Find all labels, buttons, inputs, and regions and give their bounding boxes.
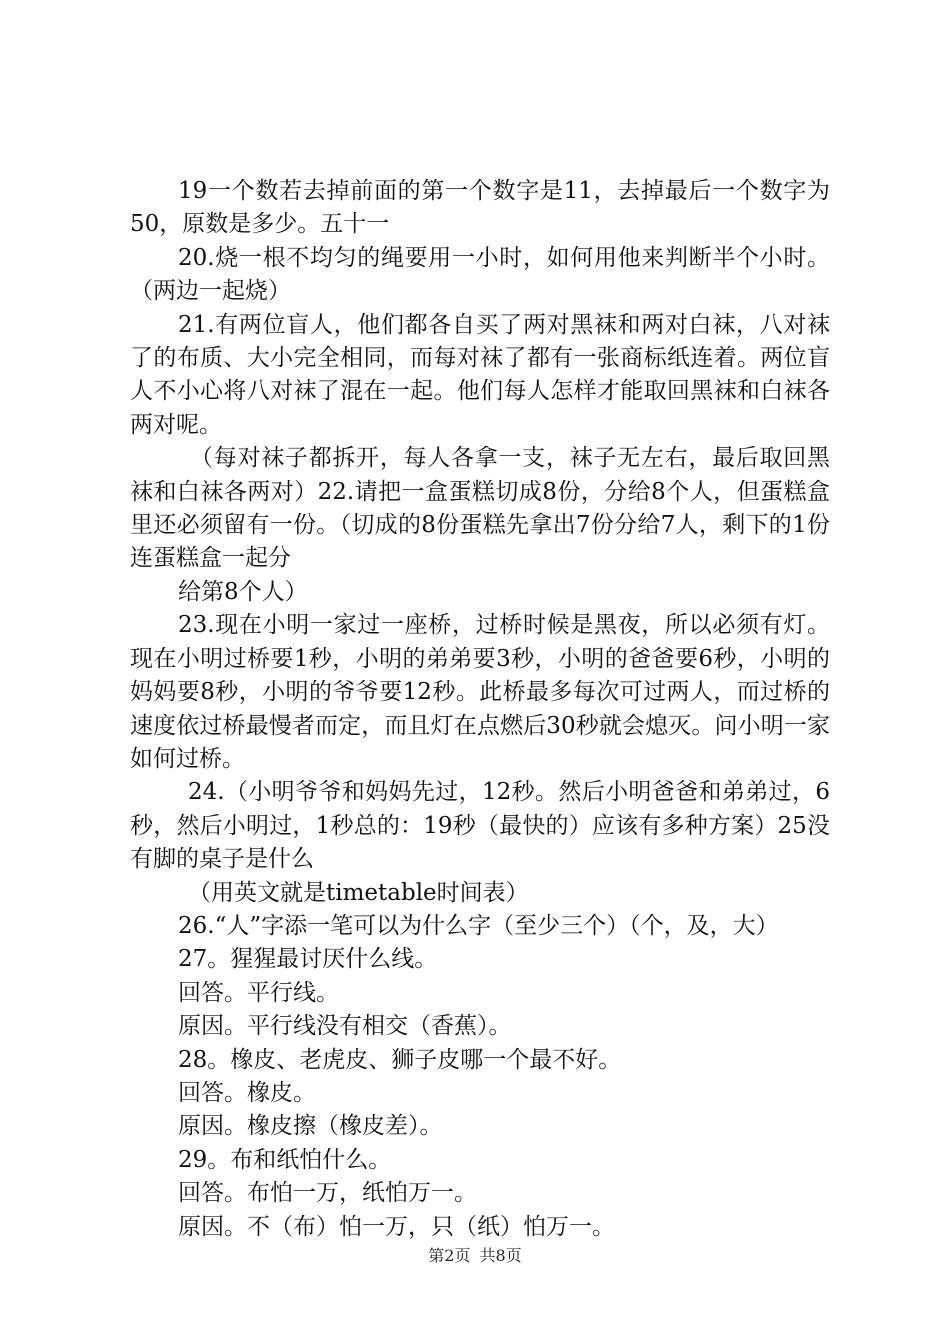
paragraph-28-answer: 回答。橡皮。 xyxy=(178,1079,316,1106)
paragraph-27-reason: 原因。平行线没有相交（香蕉）。 xyxy=(178,1013,512,1040)
page-number: 第2页 xyxy=(428,1246,471,1265)
page-footer xyxy=(0,1243,950,1266)
paragraph-19: 19一个数若去掉前面的第一个数字是11，去掉最后一个数字为50，原数是多少。五十一 xyxy=(130,178,830,238)
paragraph-28-question: 28。橡皮、老虎皮、狮子皮哪一个最不好。 xyxy=(178,1046,622,1073)
paragraph-22-continuation: 给第8个人） xyxy=(178,578,308,605)
paragraph-28-reason: 原因。橡皮擦（橡皮差）。 xyxy=(178,1113,443,1140)
paragraph-27-answer: 回答。平行线。 xyxy=(178,979,339,1006)
paragraph-27-question: 27。猩猩最讨厌什么线。 xyxy=(178,946,438,973)
paragraph-29-answer: 回答。布怕一万，纸怕万一。 xyxy=(178,1180,477,1207)
paragraph-26: 26.“人”字添一笔可以为什么字（至少三个）（个，及，大） xyxy=(178,912,779,939)
paragraph-25-answer: （用英文就是timetable时间表） xyxy=(188,879,529,906)
page-total: 共8页 xyxy=(479,1246,522,1265)
paragraph-29-question: 29。布和纸怕什么。 xyxy=(178,1146,392,1173)
paragraph-21: 21.有两位盲人，他们都各自买了两对黑袜和两对白袜，八对袜了的布质、大小完全相同，而每对袜了都有一张商标纸连着。两位盲人不小心将八对袜了混在一起。他们每人怎样才能取回黑袜和白袜各两对呢。 xyxy=(130,311,830,438)
paragraph-29-reason: 原因。不（布）怕一万，只（纸）怕万一。 xyxy=(178,1213,615,1240)
document-body xyxy=(130,175,830,1244)
paragraph-21-answer-22: （每对袜子都拆开，每人各拿一支，袜子无左右，最后取回黑袜和白袜各两对）22.请把一盒蛋糕切成8份，分给8个人，但蛋糕盒里还必须留有一份。（切成的8份蛋糕先拿出7份分给7人，剩下的1份连蛋糕盒一起分 xyxy=(130,445,830,572)
paragraph-20: 20.烧一根不均匀的绳要用一小时，如何用他来判断半个小时。（两边一起烧） xyxy=(130,244,830,305)
paragraph-23: 23.现在小明一家过一座桥，过桥时候是黑夜，所以必须有灯。现在小明过桥要1秒，小明的弟弟要3秒，小明的爸爸要6秒，小明的妈妈要8秒，小明的爷爷要12秒。此桥最多每次可过两人，而过桥的速度依过桥最慢者而定，而且灯在点燃后30秒就会熄灭。问小明一家如何过桥。 xyxy=(130,612,830,772)
paragraph-24-25: 24.（小明爷爷和妈妈先过，12秒。然后小明爸爸和弟弟过，6秒，然后小明过，1秒总的：19秒（最快的）应该有多种方案）25没有脚的桌子是什么 xyxy=(130,779,830,873)
